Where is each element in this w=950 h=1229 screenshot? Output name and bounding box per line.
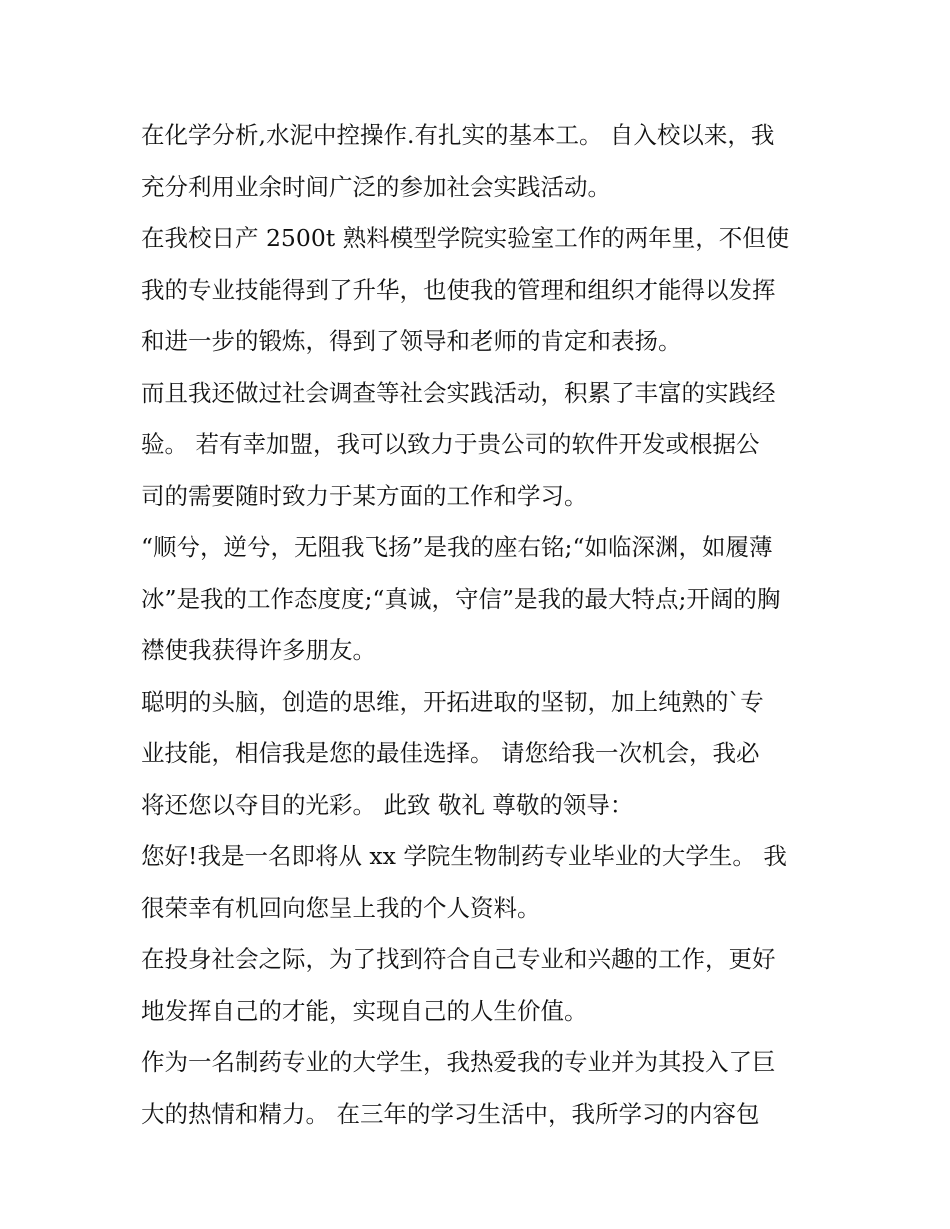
- text-line: 司的需要随时致力于某方面的工作和学习。: [141, 481, 588, 510]
- text-line: 很荣幸有机回向您呈上我的个人资料。: [141, 893, 541, 922]
- paragraph-greeting: [141, 831, 821, 934]
- text-line: 聪明的头脑，创造的思维，开拓进取的坚韧，加上纯熟的`专: [141, 687, 764, 716]
- text-line: 而且我还做过社会调查等社会实践活动，积累了丰富的实践经: [141, 378, 776, 407]
- document-body: [141, 110, 821, 1140]
- text-line: 冰”是我的工作态度度;“真诚，守信”是我的最大特点;开阔的胸: [141, 584, 781, 613]
- paragraph-closing-salutation: [141, 677, 821, 832]
- text-line: 在我校日产 2500t 熟料模型学院实验室工作的两年里，不但使: [141, 224, 790, 252]
- paragraph-career-goal: [141, 934, 821, 1037]
- text-line: 在投身社会之际，为了找到符合自己专业和兴趣的工作，更好: [141, 945, 776, 973]
- text-line: 业技能，相信我是您的最佳选择。 请您给我一次机会，我必: [141, 739, 760, 767]
- paragraph-social-survey: [141, 368, 821, 523]
- text-line: “顺兮，逆兮，无阻我飞扬”是我的座右铭;“如临深渊，如履薄: [141, 533, 773, 561]
- paragraph-lab-work: [141, 213, 821, 368]
- text-line: 和进一步的锻炼，得到了领导和老师的肯定和表扬。: [141, 327, 682, 355]
- text-line: 将还您以夺目的光彩。 此致 敬礼 尊敬的领导：: [141, 790, 634, 819]
- text-line: 验。 若有幸加盟，我可以致力于贵公司的软件开发或根据公: [141, 430, 760, 458]
- text-line: 作为一名制药专业的大学生，我热爱我的专业并为其投入了巨: [141, 1048, 776, 1076]
- paragraph-major-passion: [141, 1037, 821, 1140]
- paragraph-motto: [141, 522, 821, 677]
- text-line: 地发挥自己的才能，实现自己的人生价值。: [141, 996, 588, 1025]
- text-line: 襟使我获得许多朋友。: [141, 636, 376, 664]
- text-line: 充分利用业余时间广泛的参加社会实践活动。: [141, 172, 611, 201]
- text-line: 您好!我是一名即将从 xx 学院生物制药专业毕业的大学生。 我: [141, 842, 787, 870]
- paragraph-practice-activities: [141, 110, 821, 213]
- text-line: 我的专业技能得到了升华，也使我的管理和组织才能得以发挥: [141, 275, 776, 304]
- text-line: 大的热情和精力。 在三年的学习生活中，我所学习的内容包: [141, 1099, 760, 1128]
- text-line: 在化学分析,水泥中控操作.有扎实的基本工。 自入校以来，我: [141, 121, 775, 149]
